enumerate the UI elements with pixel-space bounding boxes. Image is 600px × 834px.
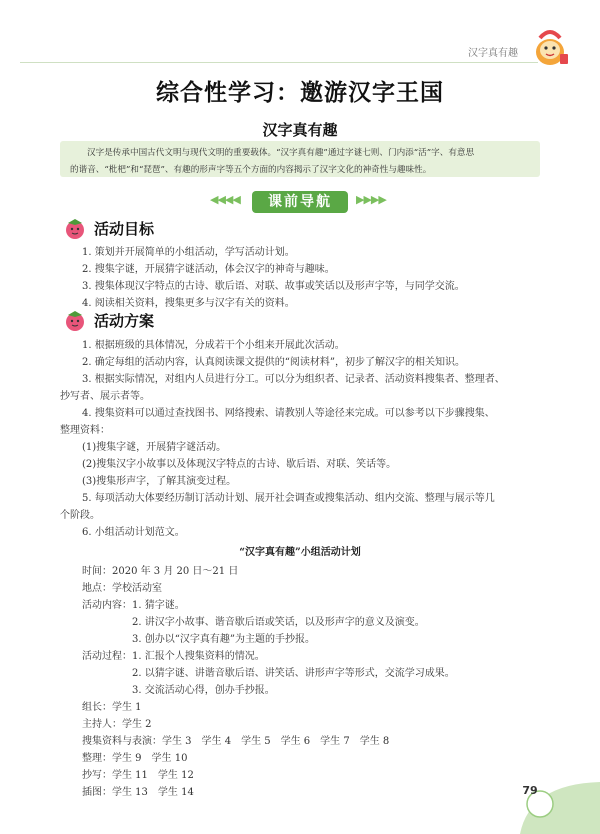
page-title: 综合性学习：邀游汉字王国 — [156, 80, 444, 106]
plan-line: 1. 根据班级的具体情况，分成若干个小组来开展此次活动。 — [82, 340, 345, 351]
plan-line: 6. 小组活动计划范文。 — [82, 527, 185, 538]
left-arrows-icon: ◀◀◀◀ — [210, 193, 240, 206]
plan-heading: 活动方案 — [94, 312, 155, 330]
sample-line: 2. 以猜字谜、讲谐音歇后语、讲笑话、讲形声字等形式，交流学习成果。 — [132, 668, 455, 679]
sample-line: 3. 交流活动心得，创办手抄报。 — [132, 685, 275, 696]
intro-line: 汉字是传承中国古代文明与现代文明的重要载体。“汉字真有趣”通过字谜七则、门内添“活”字、有意思 — [87, 148, 475, 158]
plan-line: 整理资料： — [60, 425, 110, 436]
sample-line: 2. 讲汉字小故事、谐音歇后语或笑话，以及形声字的意义及演变。 — [132, 617, 425, 628]
page-number: 79 — [522, 784, 538, 797]
sample-line: 地点：学校活动室 — [82, 583, 162, 594]
strawberry-icon — [62, 307, 88, 333]
page-corner-decoration — [510, 774, 600, 834]
goal-item: 3. 搜集体现汉字特点的古诗、歇后语、对联、故事或笑话以及形声字等，与同学交流。 — [82, 281, 465, 292]
section-banner — [0, 191, 600, 215]
sample-line: 插图：学生 13 学生 14 — [82, 787, 194, 798]
sample-line: 组长：学生 1 — [82, 702, 142, 713]
header-divider — [20, 62, 538, 63]
sample-line: 抄写：学生 11 学生 12 — [82, 770, 194, 781]
plan-line: 抄写者、展示者等。 — [60, 391, 150, 402]
sample-line: 整理：学生 9 学生 10 — [82, 753, 188, 764]
sample-line: 3. 创办以“汉字真有趣”为主题的手抄报。 — [132, 634, 315, 645]
goals-heading: 活动目标 — [94, 220, 155, 238]
goal-item: 4. 阅读相关资料，搜集更多与汉字有关的资料。 — [82, 298, 295, 309]
plan-line: 3. 根据实际情况，对组内人员进行分工。可以分为组织者、记录者、活动资料搜集者、整理者、 — [82, 374, 505, 385]
plan-line: (2)搜集汉字小故事以及体现汉字特点的古诗、歇后语、对联、笑话等。 — [82, 459, 397, 470]
banner-label: 课前导航 — [252, 191, 348, 213]
corner-label: 汉字真有趣 — [468, 48, 518, 59]
sample-line: 活动过程：1. 汇报个人搜集资料的情况。 — [82, 651, 265, 662]
page-subtitle: 汉字真有趣 — [262, 121, 338, 139]
goal-item: 1. 策划并开展简单的小组活动，学写活动计划。 — [82, 247, 295, 258]
plan-line: (1)搜集字谜，开展猜字谜活动。 — [82, 442, 227, 453]
plan-line: 5. 每项活动大体要经历制订活动计划、展开社会调查或搜集活动、组内交流、整理与展示等几 — [82, 493, 495, 504]
goal-item: 2. 搜集字谜，开展猜字谜活动，体会汉字的神奇与趣味。 — [82, 264, 335, 275]
intro-box — [60, 141, 540, 177]
sample-line: 时间：2020 年 3 月 20 日～21 日 — [82, 566, 239, 577]
right-arrows-icon: ▶▶▶▶ — [356, 193, 386, 206]
sample-line: 搜集资料与表演：学生 3 学生 4 学生 5 学生 6 学生 7 学生 8 — [82, 736, 390, 747]
plan-line: 个阶段。 — [60, 510, 100, 521]
intro-line: 的谐音、“枇杷”和“琵琶”、有趣的形声字等五个方面的内容揭示了汉字文化的神奇性与趣味性。 — [70, 165, 432, 175]
sample-plan-title: “汉字真有趣”小组活动计划 — [239, 547, 361, 558]
strawberry-icon — [62, 215, 88, 241]
plan-line: (3)搜集形声字，了解其演变过程。 — [82, 476, 237, 487]
mascot-icon — [530, 24, 570, 68]
sample-line: 活动内容：1. 猜字谜。 — [82, 600, 185, 611]
sample-line: 主持人：学生 2 — [82, 719, 152, 730]
plan-line: 4. 搜集资料可以通过查找图书、网络搜索、请教别人等途径来完成。可以参考以下步骤搜集、 — [82, 408, 495, 419]
plan-line: 2. 确定每组的活动内容，认真阅读课文提供的“阅读材料”，初步了解汉字的相关知识。 — [82, 357, 465, 368]
